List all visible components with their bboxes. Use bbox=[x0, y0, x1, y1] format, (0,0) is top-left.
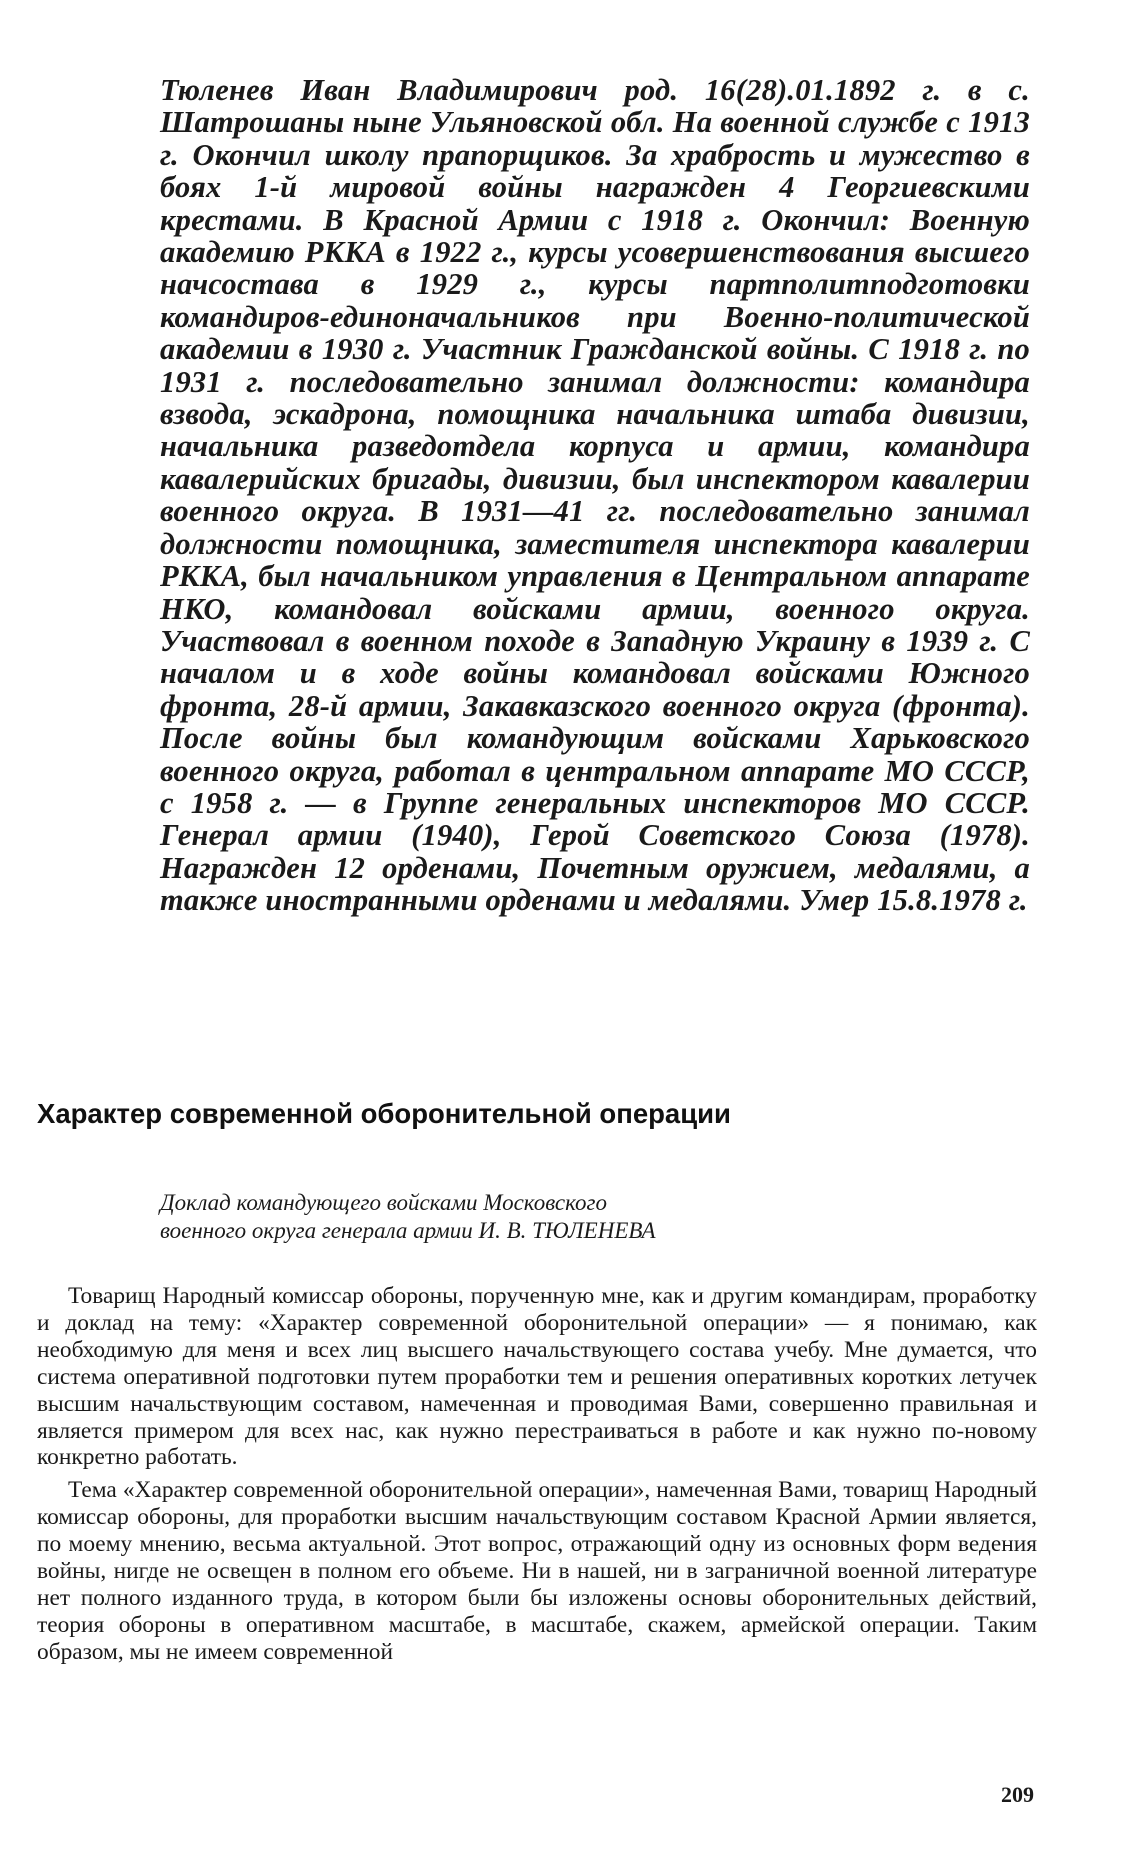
byline-line-2: военного округа генерала армии И. В. ТЮЛЕНЕВА bbox=[160, 1218, 656, 1243]
section-title: Характер современной оборонительной операции bbox=[37, 1098, 731, 1129]
byline-line-1: Доклад командующего войсками Московского bbox=[160, 1190, 607, 1215]
report-byline bbox=[160, 1189, 980, 1245]
biography-text: Тюленев Иван Владимирович род. 16(28).01.1892 г. в с. Шатрошаны ныне Ульяновской обл. На военной службе с 1913 г. Окончил школу прапорщиков. За храбрость и мужество в боях 1-й мировой войны награжден 4 Георгиевскими крестами. В Красной Армии с 1918 г. Окончил: Военную академию РККА в 1922 г., курсы усовершенствования высшего начсостава в 1929 г., курсы партполитподготовки командиров-единоначальников при Военно-политической академии в 1930 г. Участник Гражданской войны. С 1918 г. по 1931 г. последовательно занимал должности: командира взвода, эскадрона, помощника начальника штаба дивизии, начальника разведотдела корпуса и армии, командира кавалерийских бригады, дивизии, был инспектором кавалерии военного округа. В 1931—41 гг. последовательно занимал должности помощника, заместителя инспектора кавалерии РККА, был начальником управления в Центральном аппарате НКО, командовал войсками армии, военного округа. Участвовал в военном походе в Западную Украину в 1939 г. С началом и в ходе войны командовал войсками Южного фронта, 28-й армии, Закавказского военного округа (фронта). После войны был командующим войсками Харьковского военного округа, работал в центральном аппарате МО СССР, с 1958 г. — в Группе генеральных инспекторов МО СССР. Генерал армии (1940), Герой Советского Союза (1978). Награжден 12 орденами, Почетным оружием, медалями, а также иностранными орденами и медалями. Умер 15.8.1978 г. bbox=[160, 73, 1030, 918]
body-paragraph-1: Товарищ Народный комиссар обороны, порученную мне, как и другим командирам, проработку и доклад на тему: «Характер современной оборонительной операции» — я понимаю, как необходимую для меня и всех лиц высшего начальствующего состава учебу. Мне думается, что система оперативной подготовки путем проработки тем и решения оперативных коротких летучек высшим начальствующим составом, намеченная и проводимая Вами, совершенно правильная и является примером для всех нас, как нужно перестраиваться в работе и как нужно по-новому конкретно работать. bbox=[37, 1283, 1037, 1471]
body-paragraph-2: Тема «Характер современной оборонительной операции», намеченная Вами, товарищ Народный комиссар обороны, для проработки высшим начальствующим составом Красной Армии является, по моему мнению, весьма актуальной. Этот вопрос, отражающий одну из основных форм ведения войны, нигде не освещен в полном его объеме. Ни в нашей, ни в заграничной военной литературе нет полного изданного труда, в котором были бы изложены основы оборонительных действий, теория обороны в оперативном масштабе, в масштабе, скажем, армейской операции. Таким образом, мы не имеем современной bbox=[37, 1477, 1037, 1665]
report-body bbox=[37, 1283, 1037, 1672]
page-number: 209 bbox=[1001, 1782, 1034, 1807]
